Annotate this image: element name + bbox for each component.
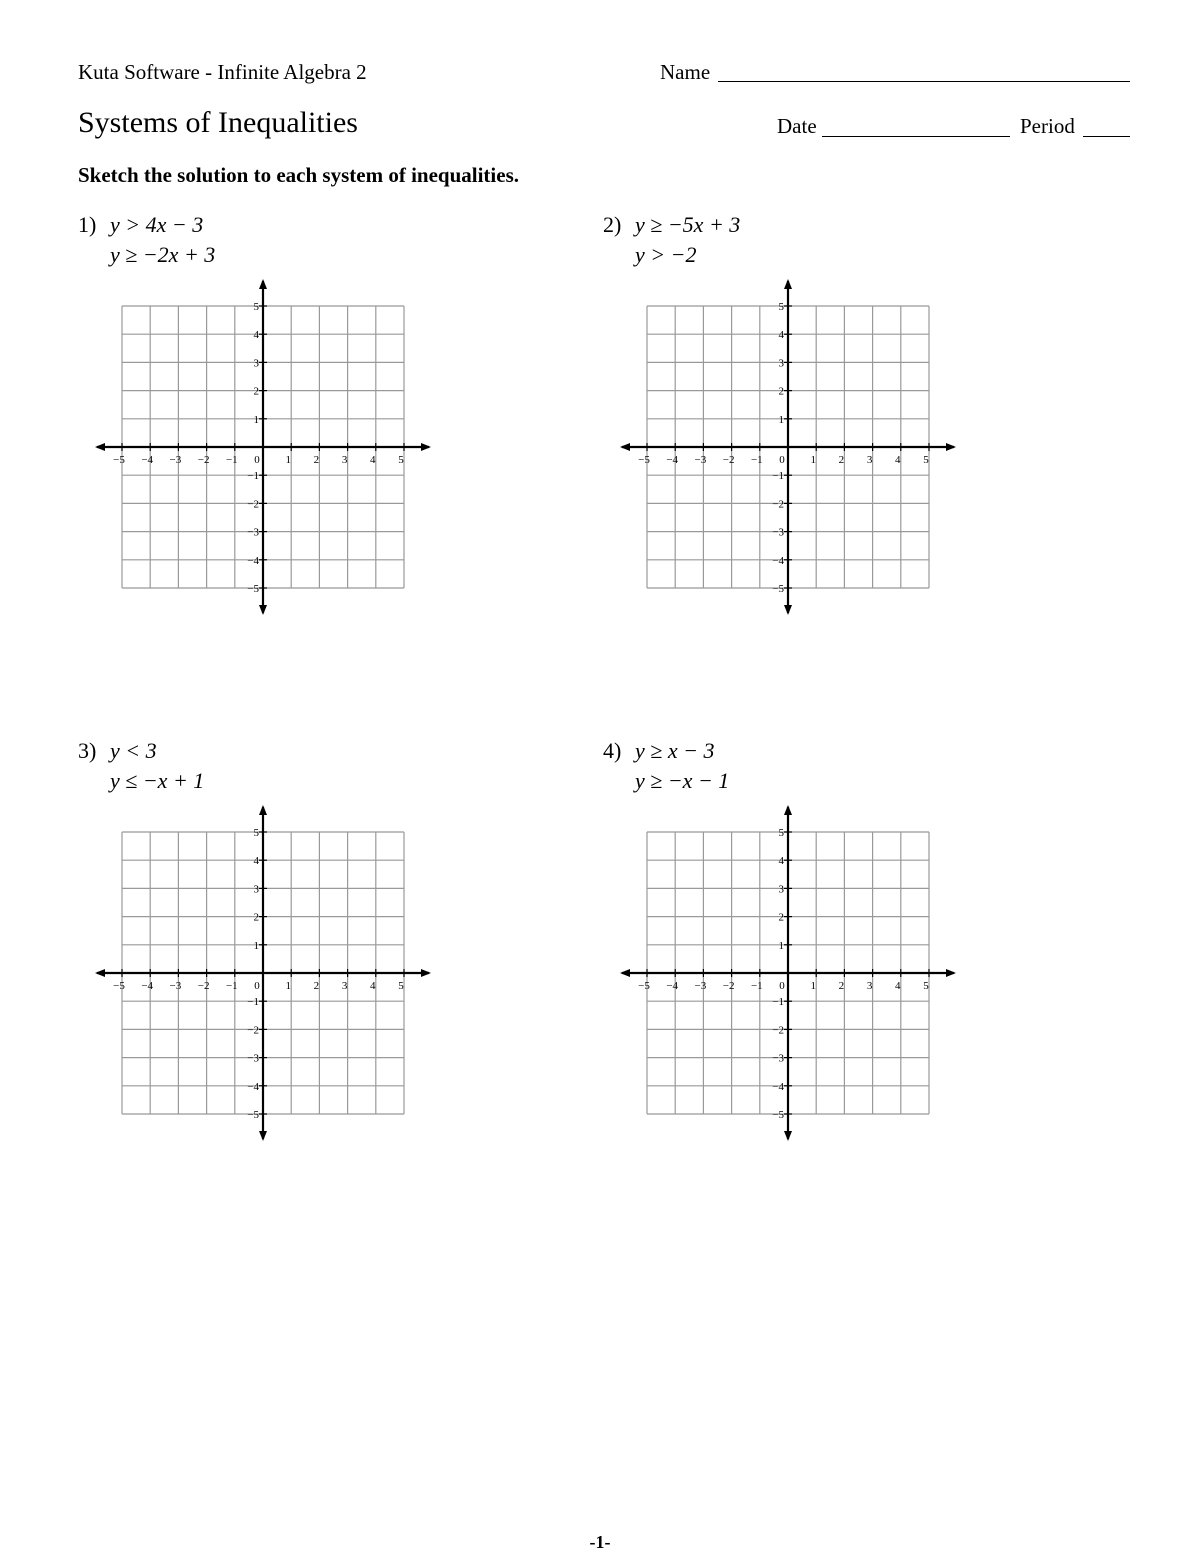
y-tick-label: −5 <box>247 1109 259 1121</box>
x-axis-left-arrow-icon <box>95 969 105 977</box>
page-number: -1- <box>589 1532 611 1552</box>
y-tick-label: −1 <box>247 996 259 1009</box>
y-tick-label: 4 <box>778 329 784 342</box>
x-tick-label: 1 <box>810 454 816 466</box>
problem-number: 3) <box>78 738 97 763</box>
x-tick-label: 1 <box>810 980 816 992</box>
x-tick-label: −2 <box>722 980 735 992</box>
problem-number: 1) <box>78 212 97 237</box>
origin-label: 0 <box>254 980 260 992</box>
y-tick-label: −4 <box>772 554 784 567</box>
coordinate-grid[interactable] <box>603 272 963 622</box>
x-tick-label: 4 <box>895 454 901 466</box>
inequality-2: y ≥ −2x + 3 <box>110 242 216 267</box>
x-tick-label: −5 <box>113 980 125 992</box>
x-tick-label: −2 <box>722 454 735 466</box>
x-tick-label: 2 <box>838 980 845 992</box>
y-tick-label: −5 <box>247 583 259 595</box>
x-tick-label: 3 <box>866 980 873 992</box>
x-tick-label: −2 <box>197 980 210 992</box>
y-tick-label: −1 <box>772 996 784 1009</box>
name-field-line[interactable] <box>718 81 1130 82</box>
y-tick-label: 2 <box>253 385 259 398</box>
y-tick-label: 5 <box>253 301 259 313</box>
y-tick-label: −5 <box>772 583 784 595</box>
x-tick-label: 5 <box>923 454 929 466</box>
y-tick-label: −4 <box>772 1080 784 1093</box>
x-tick-label: 4 <box>370 980 376 992</box>
y-tick-label: −3 <box>772 526 784 539</box>
publisher-header: Kuta Software - Infinite Algebra 2 <box>78 60 367 84</box>
y-axis-down-arrow-icon <box>784 605 792 615</box>
problem-1 <box>78 212 478 632</box>
problem-2 <box>603 212 1003 632</box>
y-tick-label: 1 <box>778 939 784 952</box>
x-tick-label: 4 <box>370 454 376 466</box>
y-tick-label: −1 <box>772 470 784 483</box>
y-tick-label: −4 <box>247 554 259 567</box>
period-label: Period <box>1020 114 1075 138</box>
y-tick-label: 3 <box>253 883 259 896</box>
y-axis-up-arrow-icon <box>784 805 792 815</box>
y-axis-up-arrow-icon <box>784 279 792 289</box>
coordinate-grid[interactable] <box>78 272 438 622</box>
x-tick-label: 1 <box>285 980 291 992</box>
y-tick-label: −2 <box>247 1024 259 1037</box>
x-tick-label: −1 <box>225 980 238 992</box>
inequality-1: y > 4x − 3 <box>110 212 204 237</box>
x-tick-label: −4 <box>666 980 679 992</box>
y-tick-label: −2 <box>247 498 259 511</box>
y-tick-label: 2 <box>778 911 784 924</box>
y-tick-label: −2 <box>772 498 784 511</box>
y-tick-label: 1 <box>778 413 784 426</box>
y-tick-label: 5 <box>253 827 259 839</box>
y-axis-down-arrow-icon <box>259 1131 267 1141</box>
x-axis-right-arrow-icon <box>946 969 956 977</box>
x-tick-label: −2 <box>197 454 210 466</box>
period-field-line[interactable] <box>1083 136 1130 137</box>
y-tick-label: −5 <box>772 1109 784 1121</box>
x-tick-label: −3 <box>694 980 707 992</box>
y-tick-label: 3 <box>778 357 784 370</box>
x-tick-label: 2 <box>313 980 320 992</box>
x-tick-label: 3 <box>866 454 873 466</box>
x-axis-right-arrow-icon <box>421 443 431 451</box>
y-axis-up-arrow-icon <box>259 279 267 289</box>
inequality-1: y ≥ −5x + 3 <box>635 212 741 237</box>
x-tick-label: −3 <box>169 980 182 992</box>
y-tick-label: 5 <box>778 827 784 839</box>
x-tick-label: 5 <box>398 980 404 992</box>
y-tick-label: 3 <box>253 357 259 370</box>
inequality-1: y ≥ x − 3 <box>635 738 715 763</box>
instructions: Sketch the solution to each system of inequalities. <box>78 163 519 187</box>
date-label: Date <box>777 114 817 138</box>
y-tick-label: −3 <box>772 1052 784 1065</box>
y-tick-label: 4 <box>253 855 259 868</box>
x-tick-label: 1 <box>285 454 291 466</box>
x-axis-left-arrow-icon <box>620 443 630 451</box>
worksheet-title: Systems of Inequalities <box>78 106 358 139</box>
x-tick-label: 5 <box>923 980 929 992</box>
problem-3 <box>78 738 478 1158</box>
x-axis-left-arrow-icon <box>620 969 630 977</box>
x-tick-label: −1 <box>750 980 763 992</box>
inequality-1: y < 3 <box>110 738 157 763</box>
x-tick-label: −3 <box>694 454 707 466</box>
date-field-line[interactable] <box>822 136 1010 137</box>
y-tick-label: 1 <box>253 413 259 426</box>
x-tick-label: 3 <box>341 980 348 992</box>
y-axis-down-arrow-icon <box>784 1131 792 1141</box>
x-tick-label: −1 <box>750 454 763 466</box>
x-tick-label: 5 <box>398 454 404 466</box>
coordinate-grid[interactable] <box>78 798 438 1148</box>
y-tick-label: 1 <box>253 939 259 952</box>
y-axis-down-arrow-icon <box>259 605 267 615</box>
x-tick-label: 4 <box>895 980 901 992</box>
origin-label: 0 <box>779 980 785 992</box>
origin-label: 0 <box>779 454 785 466</box>
x-axis-right-arrow-icon <box>946 443 956 451</box>
y-tick-label: −3 <box>247 526 259 539</box>
y-tick-label: −3 <box>247 1052 259 1065</box>
name-label: Name <box>660 60 711 84</box>
x-tick-label: 3 <box>341 454 348 466</box>
x-tick-label: −4 <box>141 980 154 992</box>
x-axis-right-arrow-icon <box>421 969 431 977</box>
x-tick-label: −5 <box>113 454 125 466</box>
y-tick-label: −1 <box>247 470 259 483</box>
problem-number: 2) <box>603 212 622 237</box>
y-tick-label: 3 <box>778 883 784 896</box>
x-tick-label: −4 <box>141 454 154 466</box>
x-tick-label: 2 <box>313 454 320 466</box>
inequality-2: y > −2 <box>635 242 697 267</box>
y-tick-label: −4 <box>247 1080 259 1093</box>
origin-label: 0 <box>254 454 260 466</box>
problem-number: 4) <box>603 738 622 763</box>
x-tick-label: −4 <box>666 454 679 466</box>
inequality-2: y ≤ −x + 1 <box>110 768 205 793</box>
x-axis-left-arrow-icon <box>95 443 105 451</box>
y-axis-up-arrow-icon <box>259 805 267 815</box>
y-tick-label: 4 <box>253 329 259 342</box>
problem-4 <box>603 738 1003 1158</box>
x-tick-label: −1 <box>225 454 238 466</box>
y-tick-label: 2 <box>253 911 259 924</box>
x-tick-label: −5 <box>638 980 650 992</box>
x-tick-label: −3 <box>169 454 182 466</box>
inequality-2: y ≥ −x − 1 <box>635 768 730 793</box>
y-tick-label: 5 <box>778 301 784 313</box>
y-tick-label: 2 <box>778 385 784 398</box>
x-tick-label: −5 <box>638 454 650 466</box>
x-tick-label: 2 <box>838 454 845 466</box>
y-tick-label: 4 <box>778 855 784 868</box>
coordinate-grid[interactable] <box>603 798 963 1148</box>
y-tick-label: −2 <box>772 1024 784 1037</box>
